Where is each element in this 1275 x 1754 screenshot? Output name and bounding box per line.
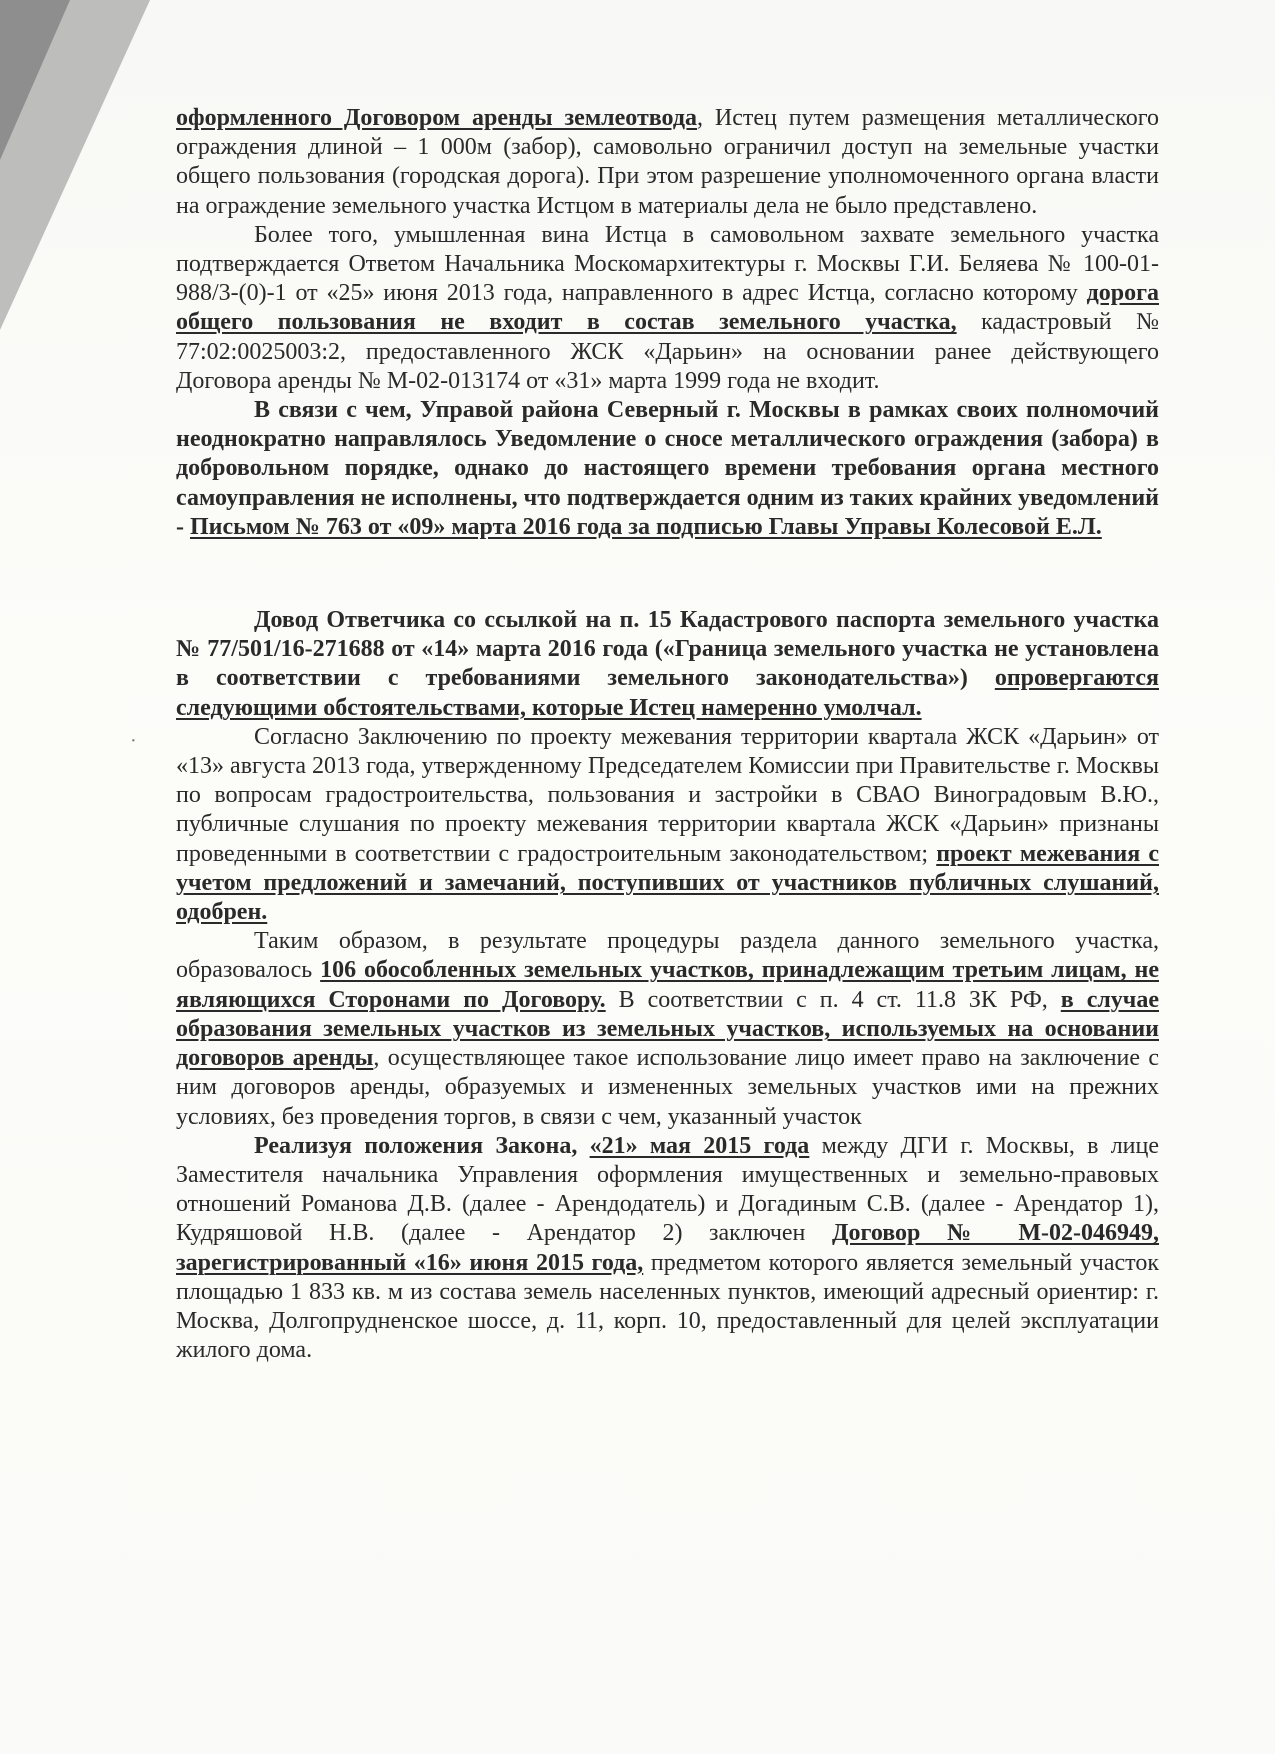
scan-corner-shadow-dark xyxy=(0,0,70,160)
paragraph-text: Реализуя положения Закона, xyxy=(254,1132,590,1159)
paragraph-text: Довод Ответчика со ссылкой на п. 15 Кадастрового паспорта земельного участка № 77/501/16-271688 от «14» марта 2016 года («Граница земельного участка не установлена в соответствии с требованиями земельного законодательства») xyxy=(176,607,1159,692)
paragraph-text: кадастровый № 77:02:0025003:2, предоставленного ЖСК «Дарьин» на основании ранее действующего Договора аренды № М-02-013174 от «31» марта 1999 года не входит. xyxy=(176,309,1159,394)
emphasized-text: 106 обособленных земельных участков, принадлежащим третьим лицам, не являющихся Сторонами по Договору. xyxy=(176,957,1159,1013)
paragraph-text: между ДГИ г. Москвы, в лице Заместителя начальника Управления оформления имущественных и земельно-правовых отношений Романова Д.В. (далее - Арендодатель) и Догадиным С.В. (далее - Арендатор 1), Кудряшовой Н.В. (далее - Арендатор 2) заключен xyxy=(176,1132,1160,1247)
emphasized-text: Договор № М-02-046949, зарегистрированный «16» июня 2015 года, xyxy=(176,1220,1159,1276)
emphasized-text: «21» мая 2015 года xyxy=(589,1132,810,1159)
emphasized-text: оформленного Договором аренды землеотвода xyxy=(176,105,698,131)
body-paragraph xyxy=(176,723,1159,927)
paragraph-gap xyxy=(176,542,1159,606)
scan-speck: · xyxy=(130,730,137,752)
paragraph-text: В связи с чем, Управой района Северный г. Москвы в рамках своих полномочий неоднократно направлялось Уведомление о сносе металлического ограждения (забора) в добровольном порядке, однако до настоящего времени требования органа местного самоуправления не исполнены, что подтверждается одним из таких крайних уведомлений - xyxy=(176,397,1159,540)
paragraph-text: Согласно Заключению по проекту межевания территории квартала ЖСК «Дарьин» от «13» августа 2013 года, утвержденному Председателем Комиссии при Правительстве г. Москвы по вопросам градостроительства, пользования и застройки в СВАО Виноградовым В.Ю., публичные слушания по проекту межевания территории квартала ЖСК «Дарьин» признаны проведенными в соответствии с градостроительным законодательством; xyxy=(176,723,1159,867)
paragraph-text: Более того, умышленная вина Истца в самовольном захвате земельного участка подтверждается Ответом Начальника Москомархитектуры г. Москвы Г.И. Беляева № 100-01-988/3-(0)-1 от «25» июня 2013 года, направленного в адрес Истца, согласно которому xyxy=(176,221,1159,307)
emphasized-text: опровергаются следующими обстоятельствами, которые Истец намеренно умолчал. xyxy=(176,665,1159,721)
emphasized-text: дорога общего пользования не входит в состав земельного участка, xyxy=(176,280,1159,336)
emphasized-text: Письмом № 763 от «09» марта 2016 года за подписью Главы Управы Колесовой Е.Л. xyxy=(190,513,1102,540)
paragraph-text: , осуществляющее такое использование лицо имеет право на заключение с ним договоров аренды, образуемых и измененных земельных участков ими на прежних условиях, без проведения торгов, в связи с чем, указанный участок xyxy=(176,1045,1159,1130)
body-paragraph xyxy=(176,606,1159,723)
paragraph-text: В соответствии с п. 4 ст. 11.8 ЗК РФ, xyxy=(605,986,1061,1013)
body-paragraph xyxy=(176,396,1159,542)
emphasized-text: в случае образования земельных участков из земельных участков, используемых на основании договоров аренды xyxy=(176,986,1159,1072)
paragraph-text: предметом которого является земельный участок площадью 1 833 кв. м из состава земель населенных пунктов, имеющий адресный ориентир: г. Москва, Долгопрудненское шоссе, д. 11, корп. 10, предоставленный для целей эксплуатации жилого дома. xyxy=(176,1249,1159,1364)
body-paragraph xyxy=(176,927,1159,1131)
document-page xyxy=(176,104,1159,1365)
body-paragraph xyxy=(176,104,1159,221)
body-paragraph xyxy=(176,221,1159,396)
paragraph-text: , Истец путем размещения металлического ограждения длиной – 1 000м (забор), самовольно ограничил доступ на земельные участки общего пользования (городская дорога). При этом разрешение уполномоченного органа власти на ограждение земельного участка Истцом в материалы дела не было представлено. xyxy=(176,105,1160,219)
paragraph-text: Таким образом, в результате процедуры раздела данного земельного участка, образовалось xyxy=(176,928,1159,984)
emphasized-text: проект межевания с учетом предложений и замечаний, поступивших от участников публичных слушаний, одобрен. xyxy=(176,840,1159,926)
body-paragraph xyxy=(176,1132,1159,1366)
